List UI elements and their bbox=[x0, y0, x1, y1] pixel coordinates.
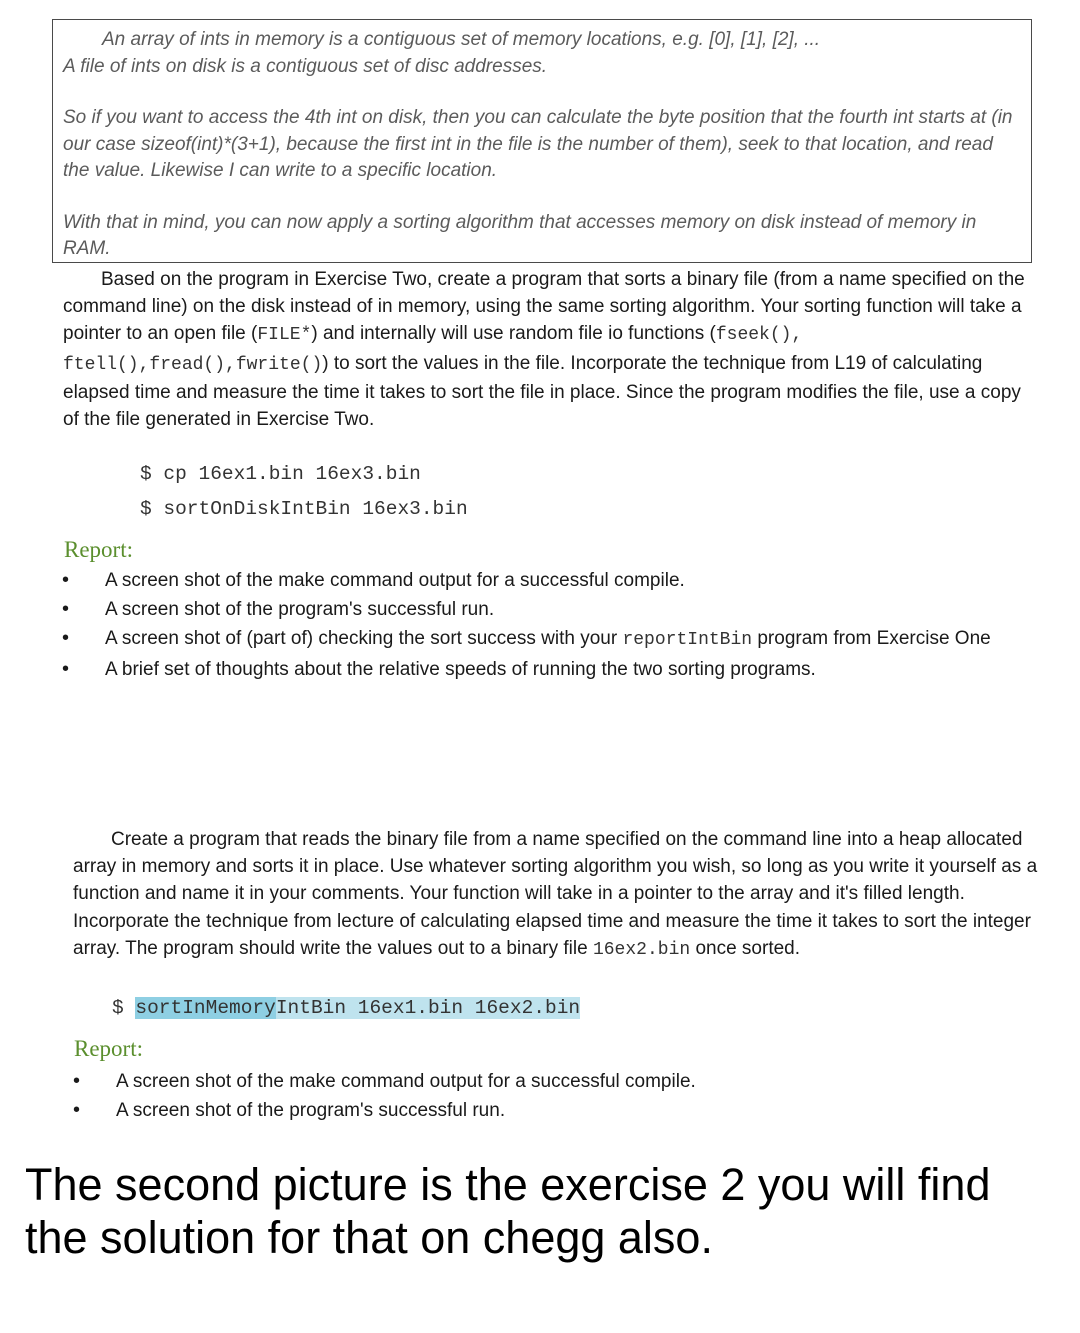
list-item: • A screen shot of the make command output for a successful compile. bbox=[57, 566, 1037, 595]
exercise3-instructions bbox=[63, 266, 1025, 433]
list-item: • A screen shot of the program's successful run. bbox=[68, 1096, 1048, 1125]
note-box bbox=[52, 19, 1032, 263]
note-paragraph-2: So if you want to access the 4th int on disk, then you can calculate the byte position that the fourth int starts at (in our case sizeof(int)*(3+1), because the first int in the file is the number of them), seek to that location, and read the value. Likewise I can write to a specific location. bbox=[63, 107, 1013, 181]
exercise2-code-out: 16ex2.bin bbox=[592, 939, 691, 960]
exercise2-command-prompt: $ bbox=[112, 997, 136, 1019]
note-line-2: A file of ints on disk is a contiguous set of disc addresses. bbox=[63, 55, 548, 77]
report-item-3-text-a: A screen shot of (part of) checking the sort success with your bbox=[105, 628, 623, 649]
footer-caption: The second picture is the exercise 2 you will find the solution for that on chegg also. bbox=[25, 1159, 991, 1263]
exercise2-instructions bbox=[73, 826, 1038, 964]
exercise2-command bbox=[112, 997, 580, 1019]
report-item-3-text-b: program from Exercise One bbox=[752, 628, 991, 649]
exercise3-text-a: Based on the program in Exercise Two, create a program that sorts a binary file (from a name specified on the command line) on the disk instead of in memory, using the same sorting algorithm. Your sorting function will take a pointer to an open file ( bbox=[63, 269, 1025, 345]
note-paragraph-3: With that in mind, you can now apply a sorting algorithm that accesses memory on disk instead of memory in RAM. bbox=[63, 211, 977, 259]
note-line-1: An array of ints in memory is a contiguous set of memory locations, e.g. [0], [1], [2], ... bbox=[102, 29, 821, 50]
exercise2-command-highlight-1: sortInMemory bbox=[135, 997, 276, 1019]
list-item: • A brief set of thoughts about the relative speeds of running the two sorting programs. bbox=[57, 655, 1037, 684]
list-item: • A screen shot of the make command output for a successful compile. bbox=[68, 1067, 1048, 1096]
exercise3-command-sort: $ sortOnDiskIntBin 16ex3.bin bbox=[140, 498, 468, 520]
exercise3-text-b: ) and internally will use random file io functions ( bbox=[311, 323, 716, 345]
exercise3-command-copy: $ cp 16ex1.bin 16ex3.bin bbox=[140, 463, 421, 485]
exercise2-report-list bbox=[68, 1067, 1048, 1125]
note-paragraph-1 bbox=[63, 27, 1021, 80]
exercise2-report-title: Report: bbox=[74, 1036, 143, 1061]
exercise2-command-highlight-2: IntBin 16ex1.bin 16ex2.bin bbox=[275, 997, 581, 1019]
exercise2-text-b: once sorted. bbox=[690, 937, 801, 959]
exercise3-text-c: ) to sort the values in the file. Incorporate the technique from L19 of calculating elapsed time and measure the time it takes to sort the file in place. Since the program modifies the file, use a copy of the file generated in Exercise Two. bbox=[63, 352, 1021, 431]
exercise3-code-funcs: fseek(), ftell(),fread(),fwrite() bbox=[63, 325, 803, 375]
exercise3-code-file: FILE* bbox=[257, 325, 312, 346]
report-item-3-code: reportIntBin bbox=[622, 630, 753, 650]
list-item bbox=[57, 624, 1037, 655]
exercise3-report-title: Report: bbox=[64, 537, 133, 562]
exercise3-report-list bbox=[57, 566, 1037, 684]
exercise2-text-a: Create a program that reads the binary file from a name specified on the command line into a heap allocated array in memory and sorts it in place. Use whatever sorting algorithm you wish, so long as you write it yourself as a function and name it in your comments. Your function will take in a pointer to the array and it's filled length. Incorporate the technique from lecture of calculating elapsed time and measure the time it takes to sort the integer array. The program should write the values out to a binary file bbox=[73, 829, 1038, 959]
list-item: • A screen shot of the program's successful run. bbox=[57, 595, 1037, 624]
